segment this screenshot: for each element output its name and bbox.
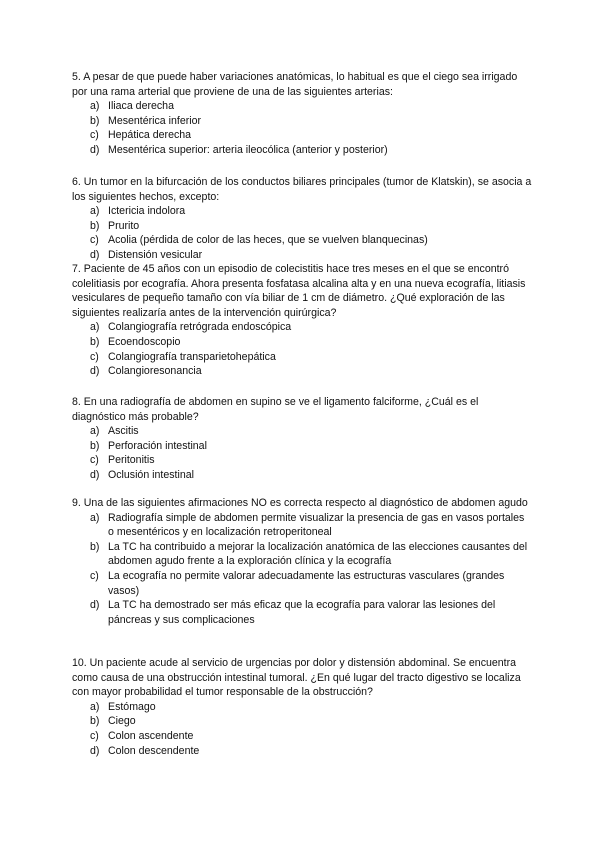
option-letter: a)	[90, 511, 100, 524]
option-text: Mesentérica inferior	[108, 114, 202, 127]
option-letter: a)	[90, 321, 100, 334]
answer-options	[72, 700, 532, 758]
answer-option-b	[72, 540, 532, 569]
answer-option-d	[72, 364, 532, 379]
option-letter: c)	[90, 454, 99, 467]
option-text: Radiografía simple de abdomen permite visualizar la presencia de gas en vasos portales o mesentéricos y en localización retroperitoneal	[108, 511, 525, 539]
answer-option-c	[72, 350, 532, 365]
answer-option-c	[72, 569, 532, 598]
question-10	[72, 656, 532, 758]
answer-option-d	[72, 744, 532, 759]
question-5	[72, 70, 532, 158]
option-letter: d)	[90, 143, 100, 156]
answer-options	[72, 320, 532, 378]
option-letter: a)	[90, 425, 100, 438]
question-stem: 9. Una de las siguientes afirmaciones NO es correcta respecto al diagnóstico de abdomen agudo	[72, 497, 528, 509]
question-6	[72, 175, 532, 263]
question-8	[72, 395, 532, 483]
answer-option-c	[72, 729, 532, 744]
answer-option-c	[72, 453, 532, 468]
option-text: La TC ha contribuido a mejorar la localización anatómica de las elecciones causantes del abdomen agudo frente a la exploración clínica y la ecografía	[108, 540, 528, 568]
answer-option-b	[72, 439, 532, 454]
question-9	[72, 496, 532, 627]
answer-option-a	[72, 424, 532, 439]
answer-option-b	[72, 219, 532, 234]
answer-options	[72, 99, 532, 157]
option-text: Colangiografía transparietohepática	[108, 350, 276, 363]
question-stem: 5. A pesar de que puede haber variaciones anatómicas, lo habitual es que el ciego sea irrigado por una rama arterial que proviene de una de las siguientes arterias:	[72, 71, 518, 98]
answer-options	[72, 204, 532, 262]
option-letter: d)	[90, 365, 100, 378]
option-letter: d)	[90, 744, 100, 757]
option-text: La TC ha demostrado ser más eficaz que la ecografía para valorar las lesiones del páncreas y sus complicaciones	[108, 599, 496, 626]
question-stem: 8. En una radiografía de abdomen en supino se ve el ligamento falciforme, ¿Cuál es el diagnóstico más probable?	[72, 396, 479, 423]
option-text: Ciego	[108, 715, 136, 728]
option-text: Hepática derecha	[108, 129, 192, 142]
answer-option-d	[72, 248, 532, 263]
option-letter: a)	[90, 700, 100, 713]
answer-option-a	[72, 700, 532, 715]
option-text: Distensión vesicular	[108, 248, 203, 261]
option-letter: b)	[90, 219, 100, 232]
option-letter: d)	[90, 599, 100, 612]
option-letter: b)	[90, 335, 100, 348]
option-text: Perforación intestinal	[108, 439, 207, 452]
option-text: Ictericia indolora	[108, 205, 186, 218]
option-text: Colangioresonancia	[108, 365, 202, 378]
answer-options	[72, 424, 532, 482]
option-letter: c)	[90, 234, 99, 247]
option-text: Peritonitis	[108, 454, 155, 467]
answer-option-b	[72, 335, 532, 350]
option-text: Colon descendente	[108, 744, 200, 757]
option-text: Acolia (pérdida de color de las heces, que se vuelven blanquecinas)	[108, 234, 428, 247]
option-text: Mesentérica superior: arteria ileocólica (anterior y posterior)	[108, 143, 388, 156]
option-text: Ascitis	[108, 425, 139, 438]
option-text: Oclusión intestinal	[108, 468, 194, 481]
option-text: Iliaca derecha	[108, 100, 174, 113]
option-text: La ecografía no permite valorar adecuadamente las estructuras vasculares (grandes vasos)	[108, 569, 505, 597]
question-stem: 7. Paciente de 45 años con un episodio de colecistitis hace tres meses en el que se encontró colelitiasis por ecografía. Ahora presenta fosfatasa alcalina alta y en una nueva ecografía, litiasis vesiculares de pequeño tamaño con vía biliar de 1 cm de diámetro. ¿Qué exploración de las siguientes realizaría antes de la intervención quirúrgica?	[72, 263, 526, 319]
option-text: Prurito	[108, 219, 140, 232]
answer-option-c	[72, 128, 532, 143]
option-letter: b)	[90, 114, 100, 127]
option-letter: b)	[90, 715, 100, 728]
option-letter: b)	[90, 540, 100, 553]
option-letter: c)	[90, 129, 99, 142]
answer-option-b	[72, 114, 532, 129]
option-letter: d)	[90, 468, 100, 481]
answer-option-a	[72, 511, 532, 540]
question-7	[72, 262, 532, 379]
answer-options	[72, 511, 532, 628]
option-letter: c)	[90, 729, 99, 742]
option-text: Colon ascendente	[108, 729, 194, 742]
option-letter: a)	[90, 205, 100, 218]
question-stem: 10. Un paciente acude al servicio de urgencias por dolor y distensión abdominal. Se encuentra como causa de una obstrucción intestinal tumoral. ¿En qué lugar del tracto digestivo se localiza con mayor probabilidad el tumor responsable de la obstrucción?	[72, 657, 521, 699]
answer-option-a	[72, 99, 532, 114]
option-text: Ecoendoscopio	[108, 335, 181, 348]
option-letter: b)	[90, 439, 100, 452]
question-stem: 6. Un tumor en la bifurcación de los conductos biliares principales (tumor de Klatskin), se asocia a los siguientes hechos, excepto:	[72, 176, 532, 203]
option-letter: c)	[90, 569, 99, 582]
answer-option-a	[72, 204, 532, 219]
answer-option-d	[72, 468, 532, 483]
answer-option-c	[72, 233, 532, 248]
option-text: Estómago	[108, 700, 156, 713]
option-letter: d)	[90, 248, 100, 261]
option-letter: c)	[90, 350, 99, 363]
answer-option-d	[72, 143, 532, 158]
option-text: Colangiografía retrógrada endoscópica	[108, 321, 292, 334]
answer-option-d	[72, 598, 532, 627]
answer-option-a	[72, 320, 532, 335]
answer-option-b	[72, 714, 532, 729]
option-letter: a)	[90, 100, 100, 113]
